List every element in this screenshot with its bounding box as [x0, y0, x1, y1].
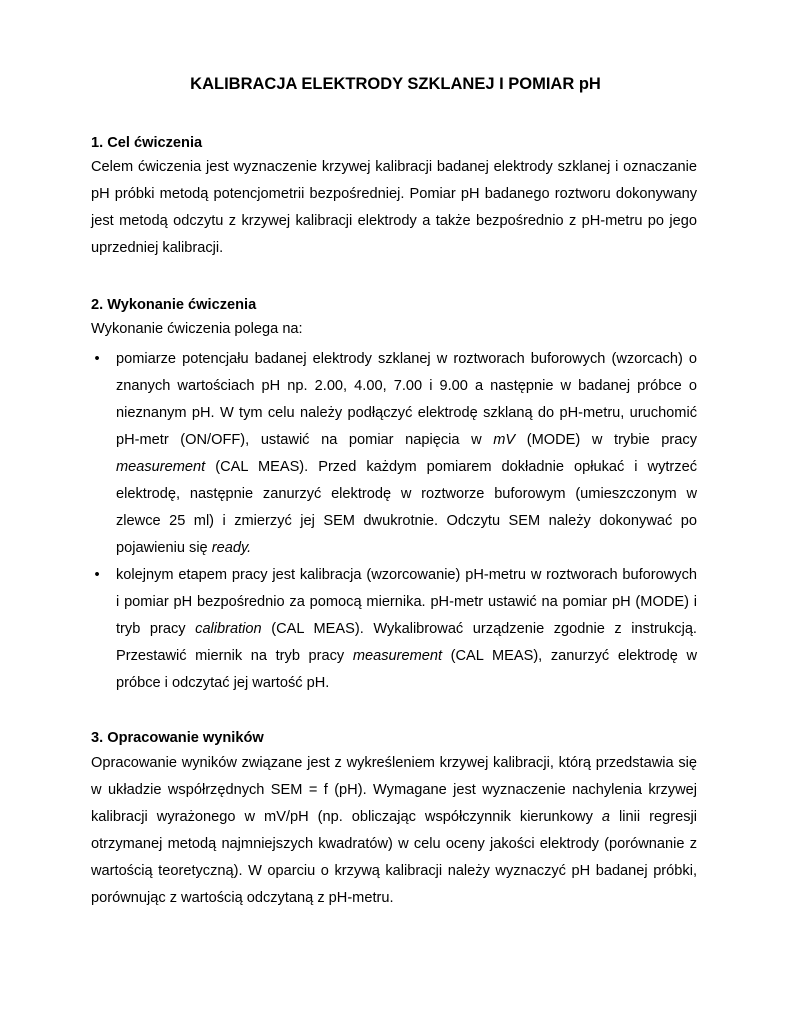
section-3-text: Opracowanie wyników związane jest z wykreśleniem krzywej kalibracji, którą przedstawia się w układzie współrzędnych SEM = f (pH). Wymagane jest wyznaczenie nachylenia krzywej kalibracji wyrażonego w mV/pH (np. obliczając współczynnik kierunkowy a linii regresji otrzymanej metodą najmniejszych kwadratów) w celu oceny jakości elektrody (porównanie z wartością teoretyczną). W oparciu o krzywą kalibracji należy wyznaczyć pH badanej próbki, porównując z wartością odczytaną z pH-metru.: [91, 755, 697, 906]
section-3-heading: 3. Opracowanie wyników: [91, 730, 264, 746]
section-1-text: Celem ćwiczenia jest wyznaczenie krzywej kalibracji badanej elektrody szklanej i oznaczanie pH próbki metodą potencjometrii bezpośredniej. Pomiar pH badanego roztworu dokonywany jest metodą odczytu z krzywej kalibracji elektrody a także bezpośrednio z pH-metru po jego uprzedniej kalibracji.: [91, 159, 697, 256]
section-2-heading: 2. Wykonanie ćwiczenia: [91, 297, 257, 313]
bullet-icon: •: [94, 567, 100, 583]
bullet-icon: •: [94, 351, 100, 367]
bullet-item-2: [91, 562, 697, 697]
section-1-heading: 1. Cel ćwiczenia: [91, 135, 203, 151]
bullet-item-1: [91, 346, 697, 562]
bullet-2-text: kolejnym etapem pracy jest kalibracja (wzorcowanie) pH-metru w roztworach buforowych i pomiar pH bezpośrednio za pomocą miernika. pH-metr ustawić na pomiar pH (MODE) i tryb pracy calibration (CAL MEAS). Wykalibrować urządzenie zgodnie z instrukcją. Przestawić miernik na tryb pracy measurement (CAL MEAS), zanurzyć elektrodę w próbce i odczytać jej wartość pH.: [116, 567, 697, 691]
bullet-1-text: pomiarze potencjału badanej elektrody szklanej w roztworach buforowych (wzorcach) o znanych wartościach pH np. 2.00, 4.00, 7.00 i 9.00 a następnie w badanej próbce o nieznanym pH. W tym celu należy podłączyć elektrodę szklaną do pH-metru, uruchomić pH-metr (ON/OFF), ustawić na pomiar napięcia w mV (MODE) w trybie pracy measurement (CAL MEAS). Przed każdym pomiarem dokładnie opłukać i wytrzeć elektrodę, następnie zanurzyć elektrodę w roztworze buforowym (umieszczonym w zlewce 25 ml) i zmierzyć jej SEM dwukrotnie. Odczytu SEM należy dokonywać po pojawieniu się ready.: [116, 351, 697, 556]
document-title: KALIBRACJA ELEKTRODY SZKLANEJ I POMIAR pH: [190, 75, 601, 93]
section-2-intro: Wykonanie ćwiczenia polega na:: [91, 321, 303, 337]
